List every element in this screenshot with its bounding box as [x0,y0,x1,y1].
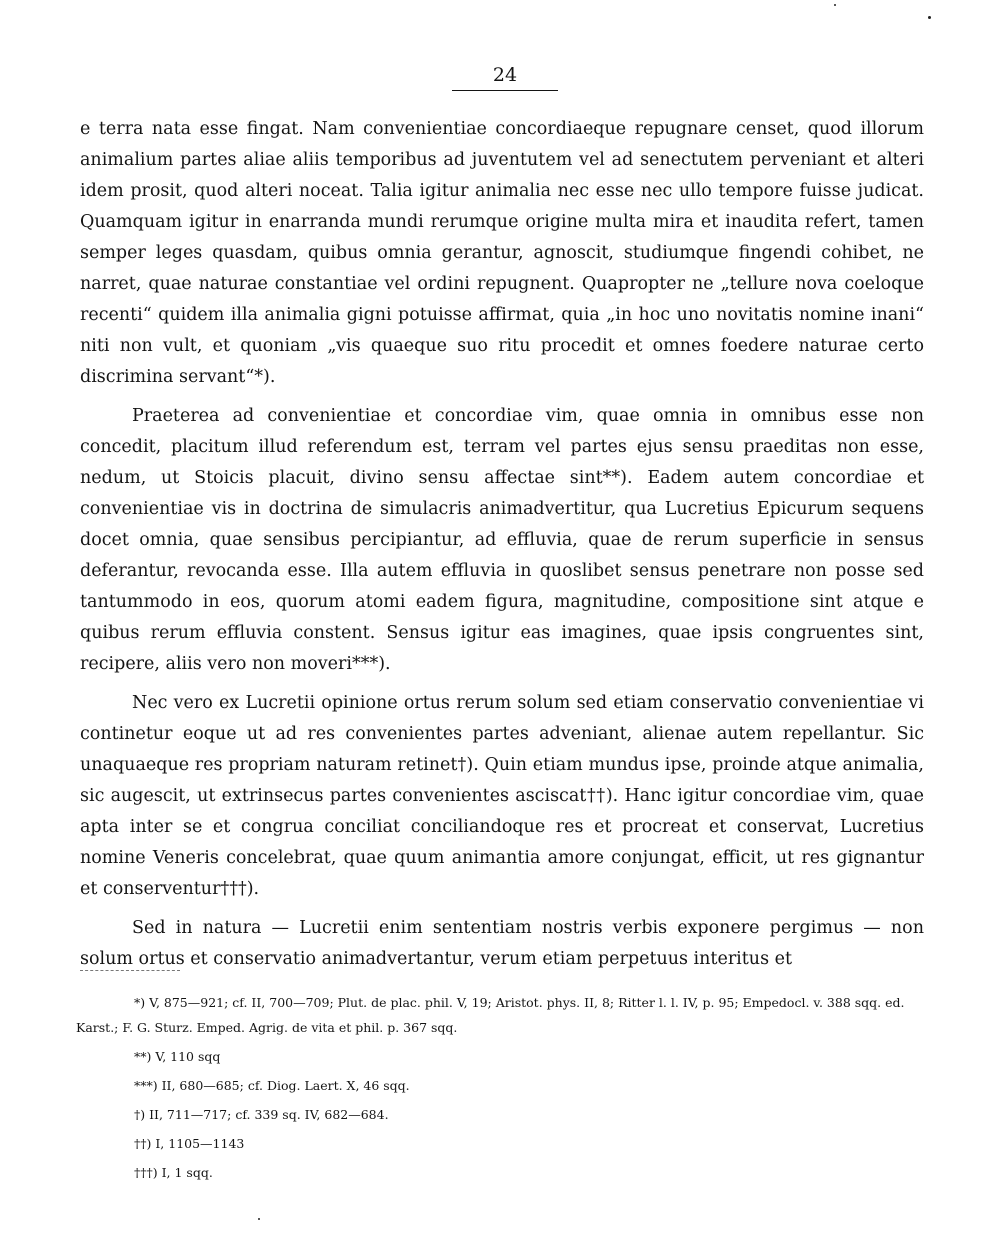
footnote-4: †) II, 711—717; cf. 339 sq. IV, 682—684. [134,1107,389,1122]
paragraph-4: Sed in natura — Lucretii enim sententiam nostris verbis exponere pergimus — non solum ortus et conservatio animadvertantur, verum etiam perpetuus interitus et [80,918,924,969]
footnotes [76,990,936,1189]
footnote-separator [80,970,180,971]
scan-speck [834,4,836,6]
paragraph-1: e terra nata esse fingat. Nam convenientiae concordiaeque repugnare censet, quod illorum animalium partes aliae aliis temporibus ad juventutem vel ad senectutem perveniant et alteri idem prosit, quod alteri noceat. Talia igitur animalia nec esse nec ullo tempore fuisse judicat. Quamquam igitur in enarranda mundi rerumque origine multa mira et inaudita refert, tamen semper leges quasdam, quibus omnia gerantur, agnoscit, studiumque fingendi cohibet, ne narret, quae naturae constantiae vel ordini repugnent. Quapropter ne „tellure nova coeloque recenti“ quidem illa animalia gigni potuisse affirmat, quia „in hoc uno novitatis nomine inani“ niti non vult, et quoniam „vis quaeque suo ritu procedit et omnes foedere naturae certo discrimina servant“*). [80,119,924,387]
footnote-3: ***) II, 680—685; cf. Diog. Laert. X, 46 sqq. [134,1078,410,1093]
page-number-rule [452,90,558,91]
paragraph-3: Nec vero ex Lucretii opinione ortus rerum solum sed etiam conservatio convenientiae vi continetur eoque ut ad res convenientes partes adveniant, alienae autem repellantur. Sic unaquaeque res propriam naturam retinet†). Quin etiam mundus ipse, proinde atque animalia, sic augescit, ut extrinsecus partes convenientes asciscat††). Hanc igitur concordiae vim, quae apta inter se et congrua conciliat conciliandoque res et procreat et conservat, Lucretius nomine Veneris concelebrat, quae quum animantia amore conjungat, efficit, ut res gignantur et conserventur†††). [80,693,924,899]
footnote-1: *) V, 875—921; cf. II, 700—709; Plut. de plac. phil. V, 19; Aristot. phys. II, 8; Ritter l. l. IV, p. 95; Empedocl. v. 388 sqq. ed. Karst.; F. G. Sturz. Emped. Agrig. de vita et phil. p. 367 sqq. [76,995,905,1035]
footnote-6: †††) I, 1 sqq. [134,1165,213,1180]
paragraph-2: Praeterea ad convenientiae et concordiae vim, quae omnia in omnibus esse non concedit, placitum illud referendum est, terram vel partes ejus sensu praeditas non esse, nedum, ut Stoicis placuit, divino sensu affectae sint**). Eadem autem concordiae et convenientiae vis in doctrina de simulacris animadvertitur, qua Lucretius Epicurum sequens docet omnia, quae sensibus percipiantur, ad effluvia, quae de rerum superficie in sensus deferantur, revocanda esse. Illa autem effluvia in quoslibet sensus penetrare non posse sed tantummodo in eos, quorum atomi eadem figura, magnitudine, compositione sint atque e quibus rerum effluvia constent. Sensus igitur eas imagines, quae ipsis congruentes sint, recipere, aliis vero non moveri***). [80,406,924,674]
scan-speck [928,16,931,19]
body-text [80,114,924,983]
footnote-5: ††) I, 1105—1143 [134,1136,245,1151]
scan-speck [258,1218,260,1220]
page-number: 24 [492,64,518,86]
footnote-2: **) V, 110 sqq [134,1049,221,1064]
